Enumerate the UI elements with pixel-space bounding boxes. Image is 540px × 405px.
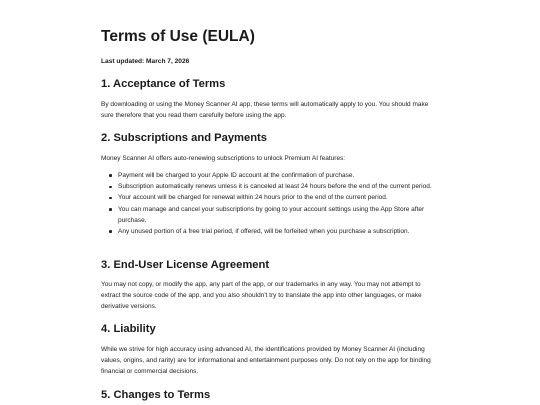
list-item: Your account will be charged for renewal within 24 hours prior to the end of the current period. xyxy=(101,192,439,203)
section-paragraph-liability: While we strive for high accuracy using advanced AI, the identifications provided by Money Scanner AI (including values, origins, and rarity) are for informational and entertainment purposes only. Do not rely on the app for binding financial or commercial decisions. xyxy=(101,346,431,376)
section-heading-acceptance: 1. Acceptance of Terms xyxy=(101,78,226,90)
list-item: Subscription automatically renews unless it is canceled at least 24 hours before the end of the current period. xyxy=(101,181,439,192)
section-heading-subscriptions: 2. Subscriptions and Payments xyxy=(101,132,267,144)
section-heading-license: 3. End-User License Agreement xyxy=(101,259,270,271)
last-updated-date: Last updated: March 7, 2026 xyxy=(101,58,190,65)
list-item: Payment will be charged to your Apple ID account at the confirmation of purchase. xyxy=(101,170,439,181)
section-paragraph-subscriptions: Money Scanner AI offers auto-renewing subscriptions to unlock Premium AI features: xyxy=(101,155,346,162)
section-paragraph-acceptance: By downloading or using the Money Scanner AI app, these terms will automatically apply to you. You should make sure therefore that you read them carefully before using the app. xyxy=(101,101,429,120)
section-heading-liability: 4. Liability xyxy=(101,323,156,335)
list-item: Any unused portion of a free trial period, if offered, will be forfeited when you purchase a subscription. xyxy=(101,226,439,237)
page-title: Terms of Use (EULA) xyxy=(101,28,255,45)
section-paragraph-license: You may not copy, or modify the app, any part of the app, or our trademarks in any way. You may not attempt to extract the source code of the app, and you also shouldn't try to translate the app into other languages, or make derivative versions. xyxy=(101,281,422,311)
section-heading-changes: 5. Changes to Terms xyxy=(101,389,211,401)
subscription-terms-list xyxy=(101,170,439,237)
list-item: You can manage and cancel your subscriptions by going to your account settings using the App Store after purchase. xyxy=(101,204,439,226)
